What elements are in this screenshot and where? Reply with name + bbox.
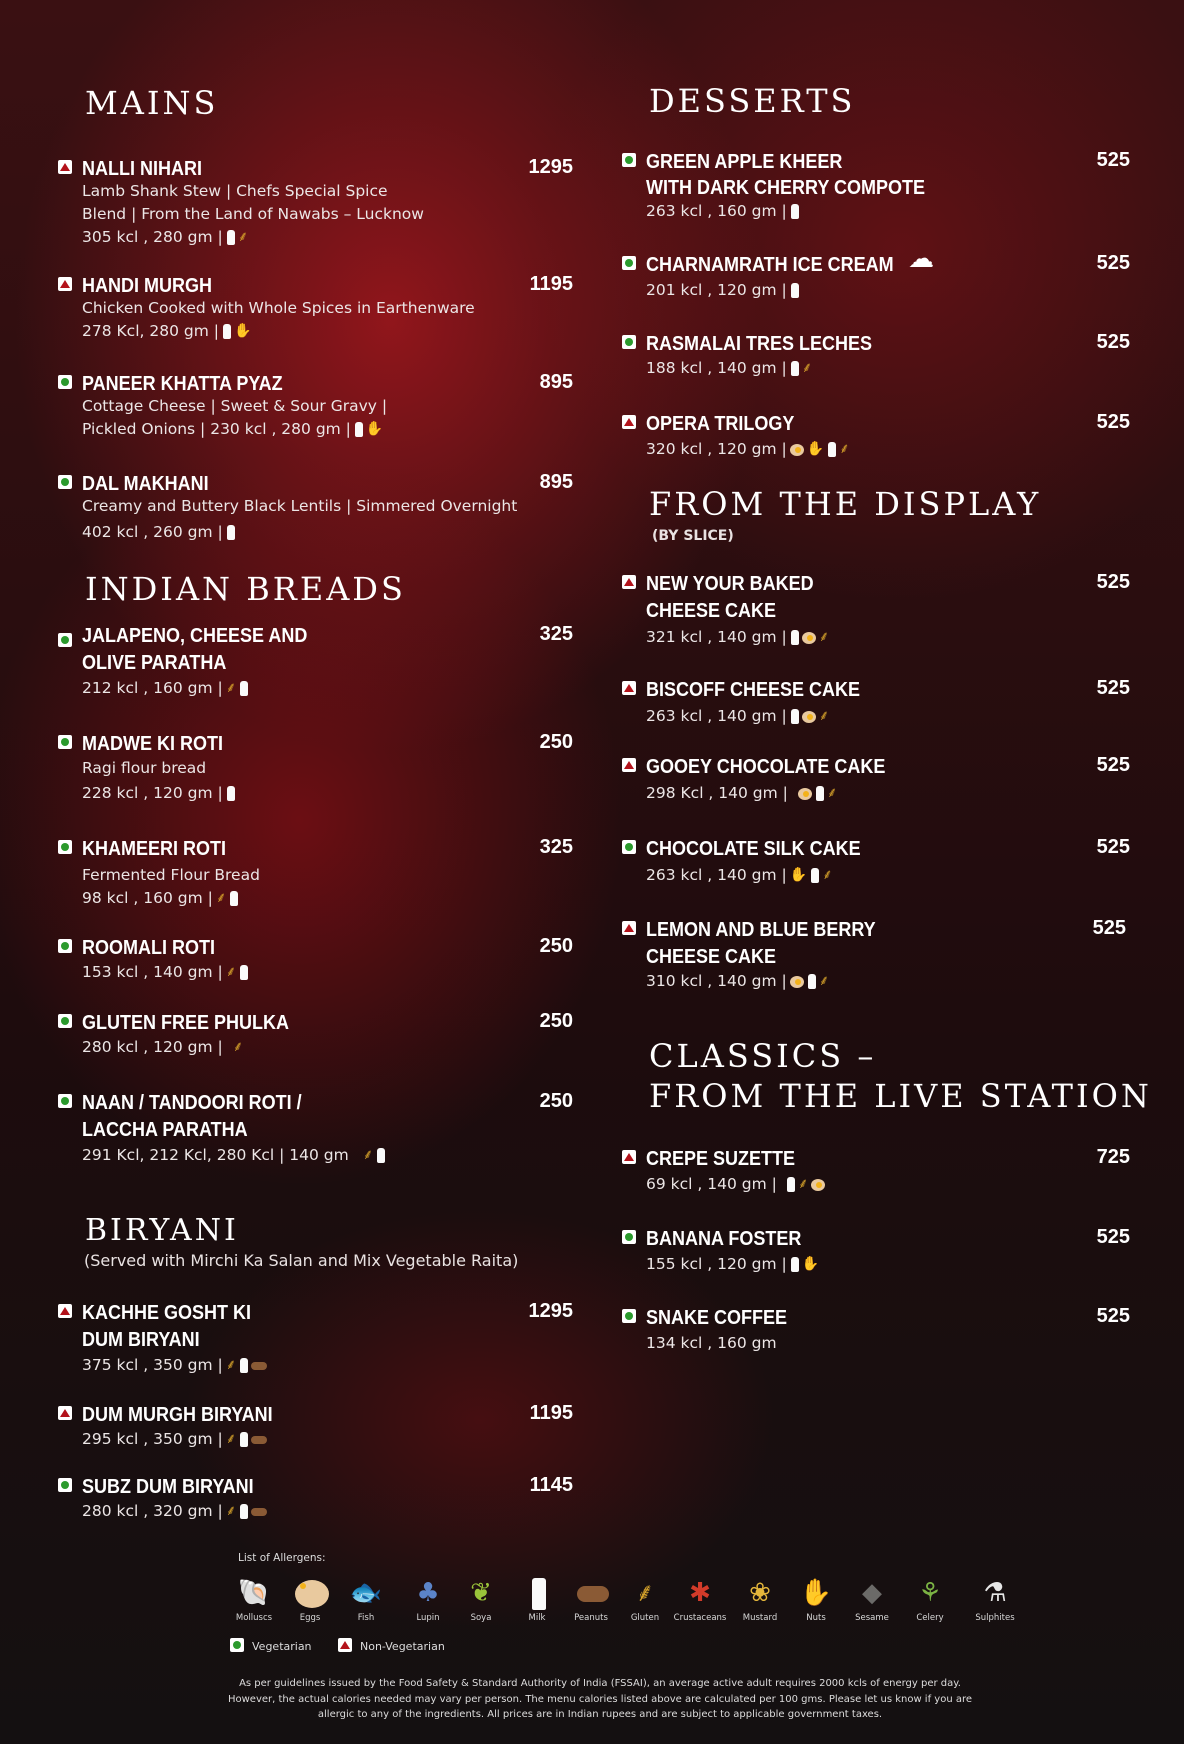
- item-price: 1195: [529, 1402, 573, 1424]
- item-desc: Ragi flour bread: [82, 759, 207, 777]
- gluten-icon: ⸙: [225, 964, 237, 980]
- item-price: 525: [1096, 149, 1130, 171]
- nuts-icon: ✋: [233, 323, 252, 339]
- section-title-from-the-display: FROM THE DISPLAY: [649, 485, 1042, 523]
- veg-mark: [58, 375, 72, 389]
- nonveg-mark: [622, 415, 636, 429]
- item-name: NAAN / TANDOORI ROTI /: [82, 1092, 302, 1114]
- mustard-icon: ❀: [749, 1578, 771, 1608]
- by-slice-note: (BY SLICE): [652, 528, 734, 544]
- item-name: CHARNAMRATH ICE CREAM: [646, 254, 894, 276]
- item-nutrition: 375 kcl , 350 gm | ⸙: [82, 1354, 267, 1377]
- nonveg-mark: [622, 575, 636, 589]
- item-desc: Blend | From the Land of Nawabs – Lucknow: [82, 205, 424, 223]
- gluten-icon: ⸙: [818, 708, 830, 724]
- item-nutrition: 155 kcl , 120 gm | ✋: [646, 1253, 819, 1276]
- item-name: SUBZ DUM BIRYANI: [82, 1476, 254, 1498]
- allergen-fish: 🐟 Fish: [338, 1575, 394, 1623]
- veg-mark: [58, 840, 72, 854]
- item-nutrition: 263 kcl , 140 gm | ⸙: [646, 705, 829, 728]
- item-nutrition: 134 kcl , 160 gm: [646, 1334, 777, 1352]
- item-desc: Lamb Shank Stew | Chefs Special Spice: [82, 182, 388, 200]
- veg-mark: [622, 1309, 636, 1323]
- veg-mark: [58, 1478, 72, 1492]
- item-name: LACCHA PARATHA: [82, 1119, 248, 1141]
- eggs-icon: [802, 711, 816, 723]
- item-nutrition: 263 kcl , 160 gm |: [646, 200, 799, 223]
- item-name: LEMON AND BLUE BERRY: [646, 919, 876, 941]
- milk-icon: [240, 681, 248, 696]
- nonveg-mark: [58, 1304, 72, 1318]
- item-price: 895: [539, 371, 573, 393]
- milk-icon: [240, 1504, 248, 1519]
- item-name: PANEER KHATTA PYAZ: [82, 373, 283, 395]
- item-nutrition: 305 kcl , 280 gm | ⸙: [82, 226, 248, 249]
- item-price: 325: [539, 623, 573, 645]
- nonveg-mark: [622, 758, 636, 772]
- item-price: 250: [539, 731, 573, 753]
- gluten-icon: ⸙: [797, 1176, 809, 1192]
- lupin-icon: ♣: [416, 1578, 440, 1608]
- item-nutrition: 298 Kcl , 140 gm | ⸙: [646, 782, 837, 805]
- allergen-soya: ❦ Soya: [453, 1575, 509, 1623]
- crustaceans-icon: ✱: [689, 1578, 711, 1608]
- milk-icon: [509, 1575, 565, 1611]
- allergen-list-title: List of Allergens:: [238, 1552, 326, 1564]
- section-title-desserts: DESSERTS: [649, 82, 856, 120]
- item-name: ROOMALI ROTI: [82, 937, 215, 959]
- gluten-icon: ⸙: [225, 680, 237, 696]
- nonveg-mark: [622, 1150, 636, 1164]
- peanuts-icon: [251, 1362, 267, 1370]
- soya-icon: ❦: [470, 1578, 492, 1608]
- allergen-milk: Milk: [509, 1575, 565, 1623]
- item-name: NALLI NIHARI: [82, 158, 202, 180]
- item-nutrition: 98 kcl , 160 gm | ⸙: [82, 887, 238, 910]
- milk-icon: [240, 965, 248, 980]
- item-nutrition: 280 kcl , 120 gm | ⸙: [82, 1036, 243, 1059]
- allergen-eggs: Eggs: [282, 1575, 338, 1623]
- allergen-peanuts: Peanuts: [563, 1575, 619, 1623]
- item-price: 1145: [529, 1474, 573, 1496]
- gluten-icon: ⸙: [225, 1503, 237, 1519]
- nonveg-mark: [58, 1406, 72, 1420]
- eggs-icon: [802, 632, 816, 644]
- item-price: 250: [539, 1090, 573, 1112]
- molluscs-icon: 🐚: [237, 1578, 271, 1608]
- veg-mark: [230, 1638, 244, 1652]
- veg-mark: [622, 256, 636, 270]
- item-nutrition: 278 Kcl, 280 gm | ✋: [82, 320, 251, 343]
- item-name: BISCOFF CHEESE CAKE: [646, 679, 861, 701]
- milk-icon: [791, 283, 799, 298]
- item-price: 1295: [528, 1300, 573, 1322]
- item-name: CHOCOLATE SILK CAKE: [646, 838, 861, 860]
- item-price: 525: [1096, 411, 1130, 433]
- milk-icon: [791, 630, 799, 645]
- milk-icon: [230, 891, 238, 906]
- item-name: WITH DARK CHERRY COMPOTE: [646, 177, 925, 199]
- item-nutrition: 321 kcl , 140 gm | ⸙: [646, 626, 829, 649]
- gluten-icon: ⸙: [801, 360, 813, 376]
- item-name: RASMALAI TRES LECHES: [646, 333, 873, 355]
- section-title-biryani: BIRYANI: [85, 1213, 239, 1248]
- item-name: CREPE SUZETTE: [646, 1148, 796, 1170]
- eggs-icon: [811, 1179, 825, 1191]
- item-price: 525: [1096, 571, 1130, 593]
- item-desc: Chicken Cooked with Whole Spices in Earthenware: [82, 299, 475, 317]
- item-price: 525: [1096, 1305, 1130, 1327]
- eggs-icon: [798, 788, 812, 800]
- item-desc: Creamy and Buttery Black Lentils | Simmered Overnight: [82, 497, 518, 515]
- item-name: KHAMEERI ROTI: [82, 838, 226, 860]
- item-name: NEW YOUR BAKED: [646, 573, 814, 595]
- eggs-icon: [790, 444, 804, 456]
- fssai-disclaimer: As per guidelines issued by the Food Safety & Standard Authority of India (FSSAI), an average active adult requires 2000 kcls of energy per day. However, the actual calories needed may vary per person. The menu calories listed above are calculated per 100 gms. Please let us know if you are allergic to any of the ingredients. All prices are in Indian rupees and are subject to applicable government taxes.: [227, 1678, 973, 1720]
- section-title-indian-breads: INDIAN BREADS: [85, 570, 406, 608]
- milk-icon: [223, 324, 231, 339]
- veg-mark: [622, 335, 636, 349]
- milk-icon: [355, 422, 363, 437]
- item-name: MADWE KI ROTI: [82, 733, 223, 755]
- item-price: 250: [539, 1010, 573, 1032]
- item-name: SNAKE COFFEE: [646, 1307, 788, 1329]
- item-name: OLIVE PARATHA: [82, 652, 227, 674]
- allergen-sesame: ◆ Sesame: [844, 1575, 900, 1623]
- item-nutrition: 263 kcl , 140 gm | ✋ ⸙: [646, 864, 833, 887]
- milk-icon: [377, 1148, 385, 1163]
- item-name: BANANA FOSTER: [646, 1228, 802, 1250]
- item-nutrition: 295 kcl , 350 gm | ⸙: [82, 1428, 267, 1451]
- item-price: 525: [1096, 1226, 1130, 1248]
- milk-icon: [828, 442, 836, 457]
- sesame-icon: ◆: [862, 1578, 882, 1608]
- gluten-icon: ⸙: [826, 785, 838, 801]
- milk-icon: [240, 1432, 248, 1447]
- item-nutrition: 188 kcl , 140 gm | ⸙: [646, 357, 812, 380]
- item-nutrition: 201 kcl , 120 gm |: [646, 279, 799, 302]
- nonveg-mark: [58, 277, 72, 291]
- nonveg-mark: [622, 681, 636, 695]
- gluten-icon: ⸙: [215, 890, 227, 906]
- nonveg-mark: [622, 921, 636, 935]
- allergen-celery: ⚘ Celery: [902, 1575, 958, 1623]
- veg-mark: [58, 475, 72, 489]
- chef-hat-icon: ☁: [908, 244, 934, 274]
- item-desc: Cottage Cheese | Sweet & Sour Gravy |: [82, 397, 388, 415]
- nuts-icon: ✋: [365, 421, 384, 437]
- item-nutrition: 291 Kcl, 212 Kcl, 280 Kcl | 140 gm ⸙: [82, 1144, 385, 1167]
- item-nutrition: 228 kcl , 120 gm |: [82, 782, 235, 805]
- item-price: 1295: [528, 156, 573, 178]
- item-name: DUM BIRYANI: [82, 1329, 200, 1351]
- milk-icon: [811, 868, 819, 883]
- item-name: OPERA TRILOGY: [646, 413, 795, 435]
- veg-mark: [622, 1230, 636, 1244]
- item-nutrition: 280 kcl , 320 gm | ⸙: [82, 1500, 267, 1523]
- allergen-mustard: ❀ Mustard: [732, 1575, 788, 1623]
- item-price: 525: [1096, 754, 1130, 776]
- gluten-icon: ⸙: [818, 973, 830, 989]
- item-name: GLUTEN FREE PHULKA: [82, 1012, 289, 1034]
- item-name: GOOEY CHOCOLATE CAKE: [646, 756, 886, 778]
- section-title-classics: CLASSICS –: [649, 1037, 877, 1075]
- gluten-icon: ⸙: [818, 629, 830, 645]
- milk-icon: [791, 709, 799, 724]
- gluten-icon: ⸙: [232, 1039, 244, 1055]
- item-nutrition: 153 kcl , 140 gm | ⸙: [82, 961, 248, 984]
- gluten-icon: ⸙: [225, 1357, 237, 1373]
- item-price: 895: [539, 471, 573, 493]
- allergen-nuts: ✋ Nuts: [788, 1575, 844, 1623]
- gluten-icon: ⸙: [237, 229, 249, 245]
- nuts-icon: ✋: [806, 441, 825, 457]
- item-nutrition: 212 kcl , 160 gm | ⸙: [82, 677, 248, 700]
- milk-icon: [791, 361, 799, 376]
- gluten-icon: ⸙: [839, 441, 850, 457]
- gluten-icon: ⸙: [822, 867, 833, 883]
- milk-icon: [808, 974, 816, 989]
- item-price: 250: [539, 935, 573, 957]
- sulphites-icon: ⚗: [983, 1578, 1007, 1608]
- section-title-live-station: FROM THE LIVE STATION: [649, 1077, 1152, 1115]
- nonveg-mark: [58, 160, 72, 174]
- veg-mark: [622, 153, 636, 167]
- peanuts-icon: [251, 1436, 267, 1444]
- peanuts-icon: [563, 1575, 619, 1611]
- item-name: DAL MAKHANI: [82, 473, 209, 495]
- milk-icon: [816, 786, 824, 801]
- nonveg-mark: [338, 1638, 352, 1652]
- milk-icon: [227, 525, 235, 540]
- fish-icon: 🐟: [349, 1578, 383, 1608]
- item-nutrition: 69 kcl , 140 gm | ⸙: [646, 1173, 825, 1196]
- item-name: CHEESE CAKE: [646, 600, 777, 622]
- milk-icon: [227, 786, 235, 801]
- biryani-note: (Served with Mirchi Ka Salan and Mix Vegetable Raita): [84, 1251, 519, 1270]
- item-price: 525: [1096, 836, 1130, 858]
- milk-icon: [791, 1257, 799, 1272]
- item-price: 525: [1096, 677, 1130, 699]
- milk-icon: [227, 230, 235, 245]
- section-title-mains: MAINS: [85, 84, 219, 122]
- allergen-lupin: ♣ Lupin: [400, 1575, 456, 1623]
- item-nutrition: 320 kcl , 120 gm | ✋ ⸙: [646, 438, 850, 461]
- veg-mark: [58, 1014, 72, 1028]
- item-price: 525: [1096, 331, 1130, 353]
- milk-icon: [787, 1177, 795, 1192]
- celery-icon: ⚘: [918, 1578, 942, 1608]
- item-name: GREEN APPLE KHEER: [646, 151, 843, 173]
- item-name: JALAPENO, CHEESE AND: [82, 625, 308, 647]
- eggs-icon: [790, 976, 804, 988]
- item-price: 1195: [529, 273, 573, 295]
- veg-mark: [58, 633, 72, 647]
- item-price: 525: [1092, 917, 1126, 939]
- allergen-sulphites: ⚗ Sulphites: [967, 1575, 1023, 1623]
- peanuts-icon: [251, 1508, 267, 1516]
- item-nutrition: 402 kcl , 260 gm |: [82, 521, 235, 544]
- item-price: 325: [539, 836, 573, 858]
- item-nutrition: 310 kcl , 140 gm | ⸙: [646, 970, 829, 993]
- item-name: CHEESE CAKE: [646, 946, 777, 968]
- item-name: DUM MURGH BIRYANI: [82, 1404, 273, 1426]
- milk-icon: [240, 1358, 248, 1373]
- nuts-icon: ✋: [799, 1578, 833, 1608]
- veg-mark: [58, 1094, 72, 1108]
- item-name: HANDI MURGH: [82, 275, 212, 297]
- gluten-icon: ⸙: [635, 1578, 655, 1608]
- item-price: 725: [1096, 1146, 1130, 1168]
- item-price: 525: [1096, 252, 1130, 274]
- veg-mark: [58, 735, 72, 749]
- item-name: KACHHE GOSHT KI: [82, 1302, 252, 1324]
- gluten-icon: ⸙: [362, 1147, 374, 1163]
- nuts-icon: ✋: [801, 1256, 820, 1272]
- allergen-crustaceans: ✱ Crustaceans: [672, 1575, 728, 1623]
- allergen-molluscs: 🐚 Molluscs: [226, 1575, 282, 1623]
- milk-icon: [791, 204, 799, 219]
- veg-mark: [58, 939, 72, 953]
- item-nutrition: Pickled Onions | 230 kcl , 280 gm | ✋: [82, 418, 383, 441]
- allergen-gluten: ⸙ Gluten: [617, 1575, 673, 1623]
- veg-mark: [622, 840, 636, 854]
- eggs-icon: [282, 1575, 338, 1611]
- item-desc: Fermented Flour Bread: [82, 866, 260, 884]
- nuts-icon: ✋: [789, 867, 808, 883]
- gluten-icon: ⸙: [225, 1431, 237, 1447]
